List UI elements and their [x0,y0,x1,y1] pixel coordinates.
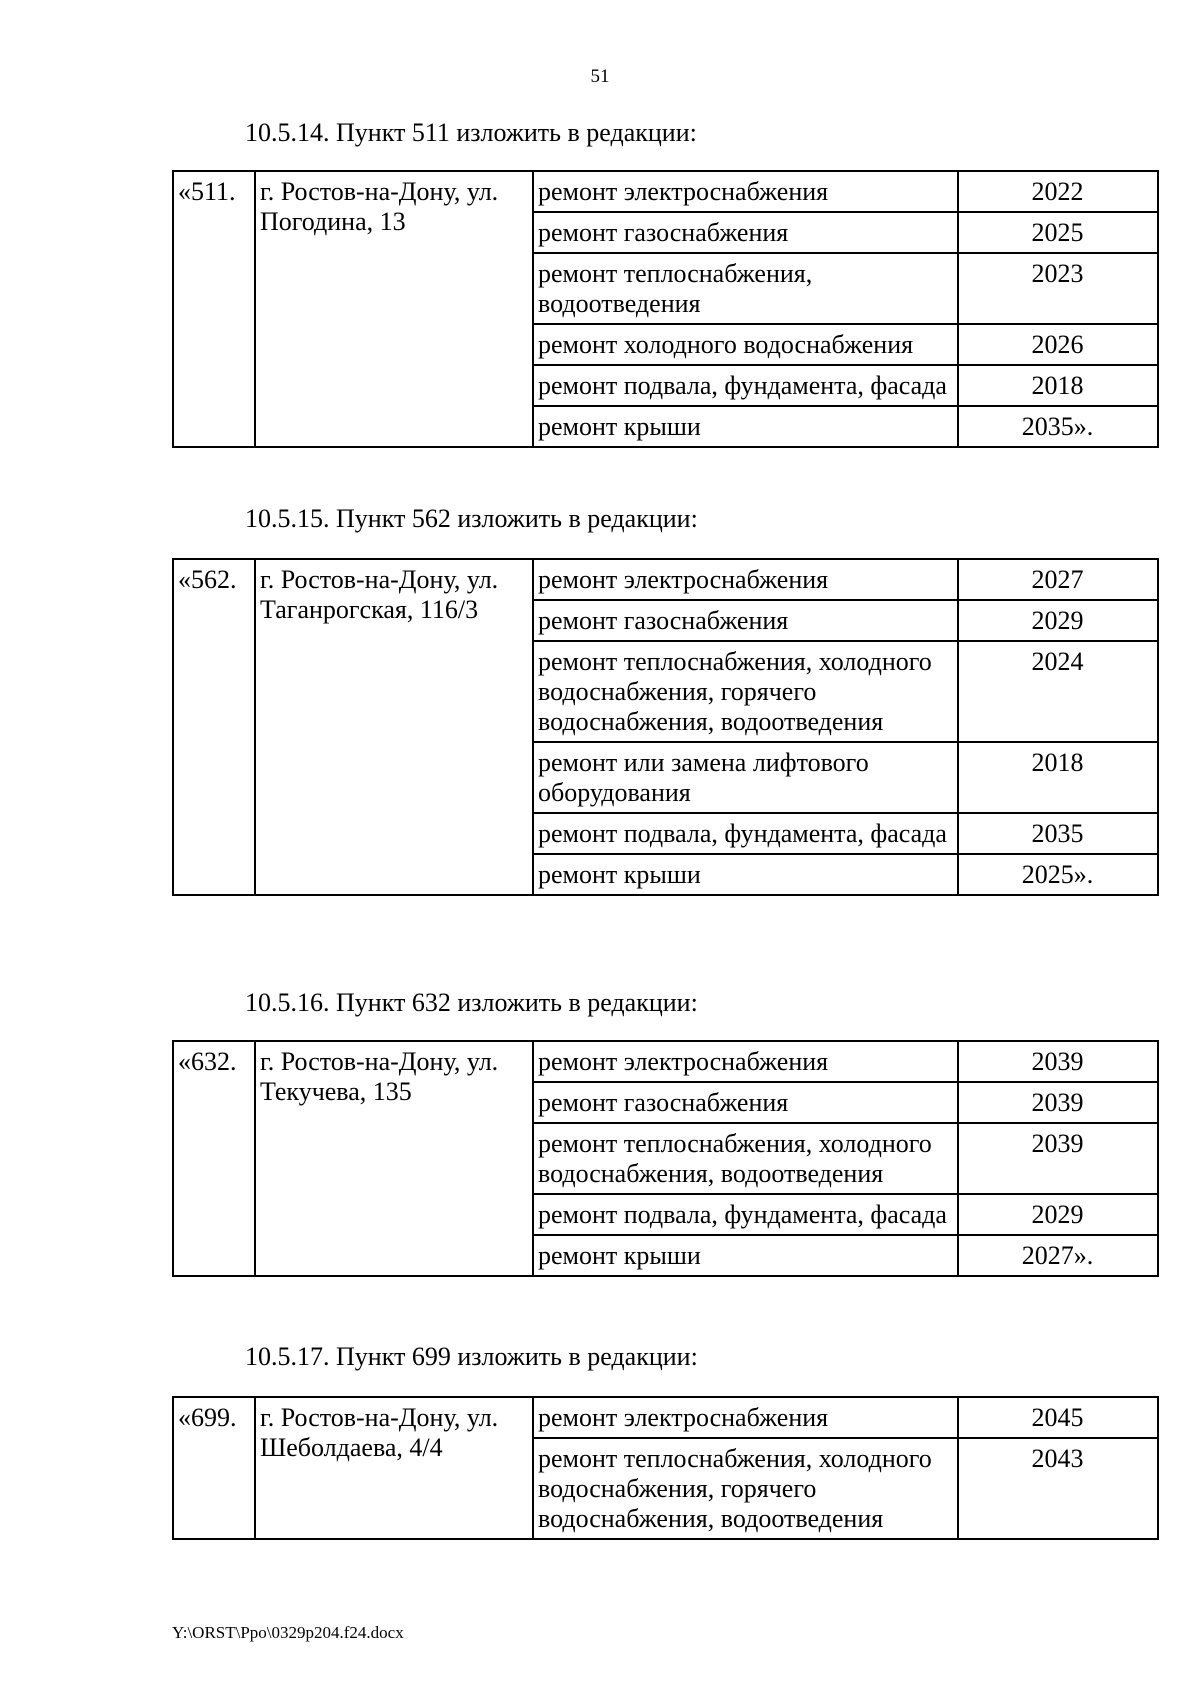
work-cell: ремонт крыши [533,1235,958,1276]
page-number: 51 [590,66,610,87]
works-table [172,558,1159,896]
table-row [173,1041,1158,1082]
year-cell: 2018 [958,742,1158,813]
work-cell: ремонт электроснабжения [533,1397,958,1438]
work-cell: ремонт крыши [533,406,958,447]
year-cell: 2039 [958,1123,1158,1194]
section-heading: 10.5.15. Пункт 562 изложить в редакции: [245,504,698,533]
works-table [172,1040,1159,1277]
table-row [173,559,1158,600]
file-path-footer: Y:\ORST\Ppo\0329p204.f24.docx [172,1623,404,1642]
year-cell: 2018 [958,365,1158,406]
works-table [172,1396,1159,1540]
year-cell: 2039 [958,1082,1158,1123]
works-table [172,170,1159,448]
work-cell: ремонт теплоснабжения, холодного водоснабжения, водоотведения [533,1123,958,1194]
item-number: «632. [173,1041,255,1276]
year-cell: 2035». [958,406,1158,447]
year-cell: 2045 [958,1397,1158,1438]
work-cell: ремонт подвала, фундамента, фасада [533,365,958,406]
work-cell: ремонт газоснабжения [533,600,958,641]
year-cell: 2025». [958,854,1158,895]
work-cell: ремонт электроснабжения [533,171,958,212]
section-heading: 10.5.17. Пункт 699 изложить в редакции: [245,1342,698,1371]
work-cell: ремонт подвала, фундамента, фасада [533,813,958,854]
work-cell: ремонт холодного водоснабжения [533,324,958,365]
year-cell: 2026 [958,324,1158,365]
year-cell: 2029 [958,600,1158,641]
work-cell: ремонт или замена лифтового оборудования [533,742,958,813]
item-number: «562. [173,559,255,895]
year-cell: 2029 [958,1194,1158,1235]
section-heading: 10.5.14. Пункт 511 изложить в редакции: [245,118,697,147]
address-cell: г. Ростов-на-Дону, ул. Шеболдаева, 4/4 [255,1397,533,1539]
year-cell: 2025 [958,212,1158,253]
work-cell: ремонт газоснабжения [533,1082,958,1123]
address-cell: г. Ростов-на-Дону, ул. Таганрогская, 116/3 [255,559,533,895]
address-cell: г. Ростов-на-Дону, ул. Погодина, 13 [255,171,533,447]
year-cell: 2035 [958,813,1158,854]
address-cell: г. Ростов-на-Дону, ул. Текучева, 135 [255,1041,533,1276]
year-cell: 2039 [958,1041,1158,1082]
work-cell: ремонт теплоснабжения, холодного водоснабжения, горячего водоснабжения, водоотведения [533,641,958,742]
year-cell: 2023 [958,253,1158,324]
year-cell: 2027 [958,559,1158,600]
year-cell: 2024 [958,641,1158,742]
item-number: «511. [173,171,255,447]
year-cell: 2022 [958,171,1158,212]
work-cell: ремонт электроснабжения [533,559,958,600]
table-row [173,171,1158,212]
work-cell: ремонт подвала, фундамента, фасада [533,1194,958,1235]
section-heading: 10.5.16. Пункт 632 изложить в редакции: [245,988,698,1017]
table-row [173,1397,1158,1438]
work-cell: ремонт теплоснабжения, водоотведения [533,253,958,324]
work-cell: ремонт теплоснабжения, холодного водоснабжения, горячего водоснабжения, водоотведения [533,1438,958,1539]
work-cell: ремонт газоснабжения [533,212,958,253]
work-cell: ремонт электроснабжения [533,1041,958,1082]
year-cell: 2027». [958,1235,1158,1276]
year-cell: 2043 [958,1438,1158,1539]
work-cell: ремонт крыши [533,854,958,895]
item-number: «699. [173,1397,255,1539]
